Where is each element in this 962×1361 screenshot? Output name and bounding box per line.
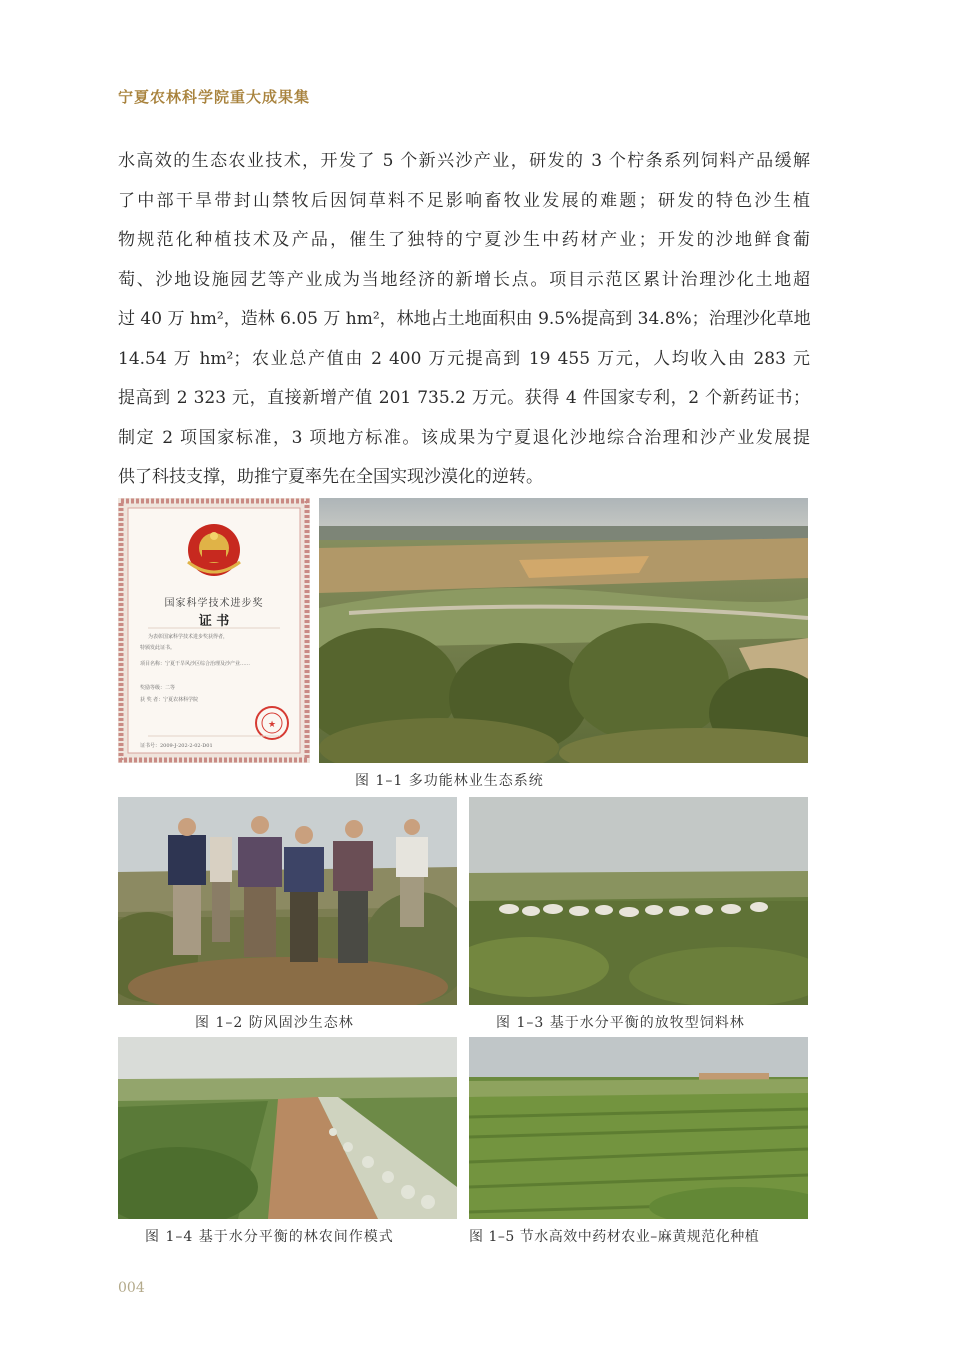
body-line: 物规范化种植技术及产品，催生了独特的宁夏沙生中药材产业；开发的沙地鲜食葡 xyxy=(118,230,810,250)
figure-caption-1-3: 图 1–3 基于水分平衡的放牧型饲料林 xyxy=(496,1015,745,1031)
body-line: 过 40 万 hm²，造林 6.05 万 hm²，林地占土地面积由 9.5%提高到 34.8%；治理沙化草地 xyxy=(118,309,811,329)
body-line: 了中部干旱带封山禁牧后因饲草料不足影响畜牧业发展的难题；研发的特色沙生植 xyxy=(118,190,810,211)
body-paragraph xyxy=(118,142,810,498)
certificate-project: 项目名称：宁夏干旱风沙区综合治理及沙产业…… xyxy=(140,661,251,667)
certificate-photo xyxy=(118,498,310,763)
certificate-text-2: 特颁发此证书。 xyxy=(140,645,176,651)
certificate-heading: 证 书 xyxy=(198,614,230,629)
figure-caption-1-2: 图 1–2 防风固沙生态林 xyxy=(195,1015,354,1031)
ephedra-field-photo xyxy=(469,1037,808,1219)
body-line: 水高效的生态农业技术，开发了 5 个新兴沙产业，研发的 3 个柠条系列饲料产品缓解 xyxy=(118,151,810,171)
certificate-text-1: 为表彰国家科学技术进步奖获得者， xyxy=(148,634,229,640)
figure-caption-1-5: 图 1–5 节水高效中药材农业–麻黄规范化种植 xyxy=(469,1229,760,1245)
body-line: 萄、沙地设施园艺等产业成为当地经济的新增长点。项目示范区累计治理沙化土地超 xyxy=(118,269,810,290)
certificate-recipient: 获 奖 者：宁夏农林科学院 xyxy=(140,697,199,703)
body-line: 供了科技支撑，助推宁夏率先在全国实现沙漠化的逆转。 xyxy=(118,467,543,487)
agroforestry-intercropping-photo xyxy=(118,1037,457,1219)
figure-caption-1-4: 图 1–4 基于水分平衡的林农间作模式 xyxy=(145,1229,394,1245)
body-line: 制定 2 项国家标准，3 项地方标准。该成果为宁夏退化沙地综合治理和沙产业发展提 xyxy=(118,427,810,448)
windbreak-forest-photo xyxy=(118,797,457,1005)
certificate-grade: 奖励等级：二等 xyxy=(140,685,176,691)
body-line: 提高到 2 323 元，直接新增产值 201 735.2 万元。获得 4 件国家专利，2 个新药证书； xyxy=(118,388,810,408)
grazing-forage-forest-photo xyxy=(469,797,808,1005)
figure-caption-1-1: 图 1–1 多功能林业生态系统 xyxy=(355,773,544,789)
body-line: 14.54 万 hm²；农业总产值由 2 400 万元提高到 19 455 万元，人均收入由 283 元 xyxy=(118,348,810,369)
forestry-landscape-photo xyxy=(319,498,808,763)
svg-text:★: ★ xyxy=(267,720,277,730)
running-header: 宁夏农林科学院重大成果集 xyxy=(118,88,311,106)
certificate-award-title: 国家科学技术进步奖 xyxy=(164,598,264,609)
certificate-number: 证书号：2009-J-202-2-02-D01 xyxy=(140,743,213,749)
page-number: 004 xyxy=(118,1280,145,1296)
